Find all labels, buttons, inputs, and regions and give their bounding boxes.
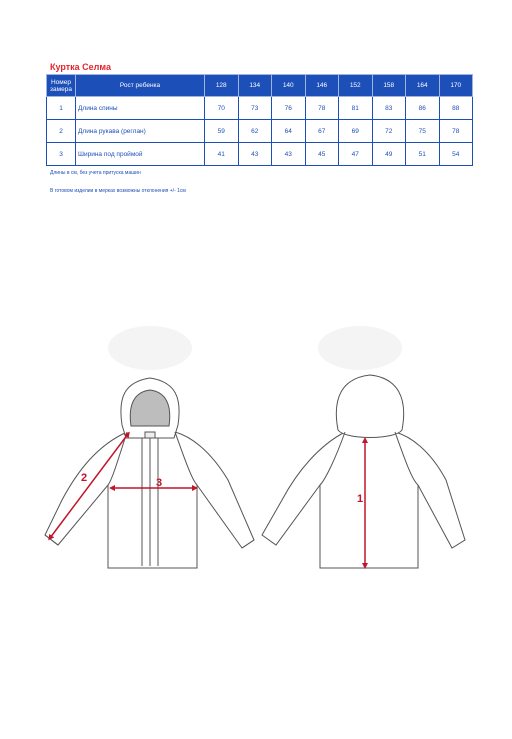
row-number: 3 — [47, 143, 76, 166]
table-cell: 88 — [439, 97, 473, 120]
table-cell: 70 — [205, 97, 239, 120]
table-cell: 43 — [272, 143, 306, 166]
table-cell: 76 — [272, 97, 306, 120]
row-number: 1 — [47, 97, 76, 120]
jacket-back-icon — [262, 375, 465, 568]
back-measure-label: 1 — [357, 493, 364, 505]
table-cell: 59 — [205, 120, 239, 143]
table-cell: 49 — [372, 143, 406, 166]
product-title: Куртка Селма — [50, 62, 111, 72]
chest-measure-label: 3 — [156, 477, 163, 489]
table-cell: 81 — [339, 97, 373, 120]
table-cell: 83 — [372, 97, 406, 120]
measurement-note: Длины в см, без учета притуска машин — [50, 170, 141, 176]
row-name: Ширина под проймой — [76, 143, 205, 166]
table-row — [47, 120, 473, 143]
header-cell: 134 — [238, 75, 272, 97]
size-table — [46, 74, 473, 166]
jacket-front-icon — [45, 378, 254, 568]
table-cell: 78 — [305, 97, 339, 120]
table-cell: 45 — [305, 143, 339, 166]
header-cell: 152 — [339, 75, 373, 97]
table-header-row — [47, 75, 473, 97]
row-name: Длина спины — [76, 97, 205, 120]
table-cell: 54 — [439, 143, 473, 166]
table-cell: 62 — [238, 120, 272, 143]
table-row — [47, 143, 473, 166]
header-cell: 170 — [439, 75, 473, 97]
header-cell: 140 — [272, 75, 306, 97]
header-cell: 164 — [406, 75, 440, 97]
row-name: Длина рукава (реглан) — [76, 120, 205, 143]
table-cell: 75 — [406, 120, 440, 143]
header-cell: 158 — [372, 75, 406, 97]
table-cell: 47 — [339, 143, 373, 166]
table-cell: 86 — [406, 97, 440, 120]
row-number: 2 — [47, 120, 76, 143]
table-cell: 64 — [272, 120, 306, 143]
header-cell: Номер замера — [47, 75, 76, 97]
table-row — [47, 97, 473, 120]
tolerance-note: В готовом изделии в мерках возможны отклонения +/- 1см — [50, 188, 186, 194]
header-cell: 128 — [205, 75, 239, 97]
sleeve-measure-label: 2 — [81, 472, 88, 484]
table-cell: 78 — [439, 120, 473, 143]
table-cell: 43 — [238, 143, 272, 166]
table-cell: 51 — [406, 143, 440, 166]
header-cell: Рост ребенка — [76, 75, 205, 97]
table-cell: 72 — [372, 120, 406, 143]
jacket-diagram — [0, 300, 512, 600]
table-cell: 69 — [339, 120, 373, 143]
table-cell: 67 — [305, 120, 339, 143]
table-cell: 73 — [238, 97, 272, 120]
header-cell: 146 — [305, 75, 339, 97]
table-cell: 41 — [205, 143, 239, 166]
